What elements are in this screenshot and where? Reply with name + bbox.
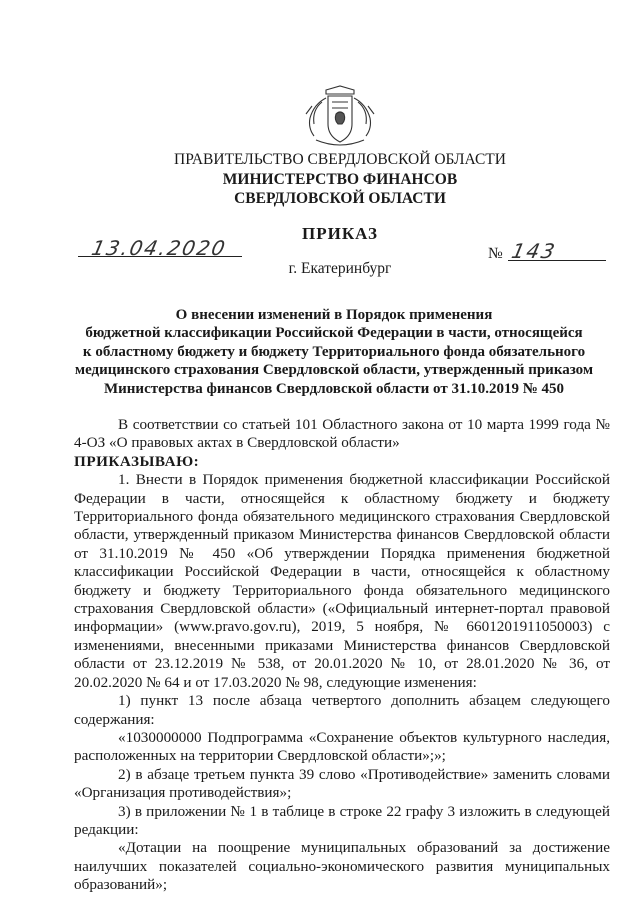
ministry-name-line1: МИНИСТЕРСТВО ФИНАНСОВ — [222, 171, 458, 188]
item-1-paragraph: 1. Внести в Порядок применения бюджетной классификации Российской Федерации в части, относящейся к областному бюджету и бюджету Территориального фонда обязательного медицинского страхования Свердловской области, утвержденный приказом Министерства финансов Свердловской области от 31.10.2019 № 450 «Об утверждении Порядка применения бюджетной классификации Российской Федерации в части, относящейся к областному бюджету и бюджету Территориального фонда обязательного медицинского страхования Свердловской области» («Официальный интернет-портал правовой информации» (www.pravo.gov.ru), 2019, 5 ноября, № 6601201911050003) с изменениями, внесенными приказами Министерства финансов Свердловской области от 23.12.2019 № 538, от 20.01.2020 № 10, от 28.01.2020 № 36, от 20.02.2020 № 64 и от 17.03.2020 № 98, следующие изменения: — [74, 471, 610, 691]
subitem-1-paragraph: 1) пункт 13 после абзаца четвертого дополнить абзацем следующего содержания: — [74, 692, 610, 728]
coat-of-arms-icon — [296, 84, 384, 148]
subject-line: Министерства финансов Свердловской области от 31.10.2019 № 450 — [103, 380, 565, 397]
subitem-2-paragraph: 2) в абзаце третьем пункта 39 слово «Противодействие» заменить словами «Организация противодействия»; — [74, 765, 610, 802]
document-subject — [74, 306, 594, 398]
document-type: ПРИКАЗ — [302, 224, 378, 243]
document-date: 13.04.2020 — [89, 236, 230, 260]
document-city: г. Екатеринбург — [288, 260, 392, 277]
subject-line: к областному бюджету и бюджету Территориального фонда обязательного — [82, 343, 586, 360]
document-body — [74, 416, 610, 895]
subject-line: О внесении изменений в Порядок применения — [175, 307, 493, 323]
number-label: № — [488, 245, 503, 262]
intro-paragraph: В соответствии со статьей 101 Областного закона от 10 марта 1999 года № 4-ОЗ «О правовых актах в Свердловской области» — [74, 416, 610, 452]
government-name: ПРАВИТЕЛЬСТВО СВЕРДЛОВСКОЙ ОБЛАСТИ — [174, 151, 506, 168]
subitem-3-paragraph: 3) в приложении № 1 в таблице в строке 22 графу 3 изложить в следующей редакции: — [74, 802, 610, 838]
date-underline — [78, 256, 242, 257]
subject-line: медицинского страхования Свердловской области, утвержденный приказом — [74, 362, 594, 379]
subitem-1-quote: «1030000000 Подпрограмма «Сохранение объектов культурного наследия, расположенных на территории Свердловской области»;»; — [74, 728, 610, 765]
subject-line: бюджетной классификации Российской Федерации в части, относящейся — [85, 325, 583, 342]
document-number: 143 — [509, 239, 559, 263]
subitem-3-quote: «Дотации на поощрение муниципальных образований за достижение наилучших показателей социально-экономического развития муниципальных образований»; — [74, 839, 610, 894]
order-word: ПРИКАЗЫВАЮ: — [74, 452, 200, 470]
ministry-name-line2: СВЕРДЛОВСКОЙ ОБЛАСТИ — [234, 190, 446, 207]
